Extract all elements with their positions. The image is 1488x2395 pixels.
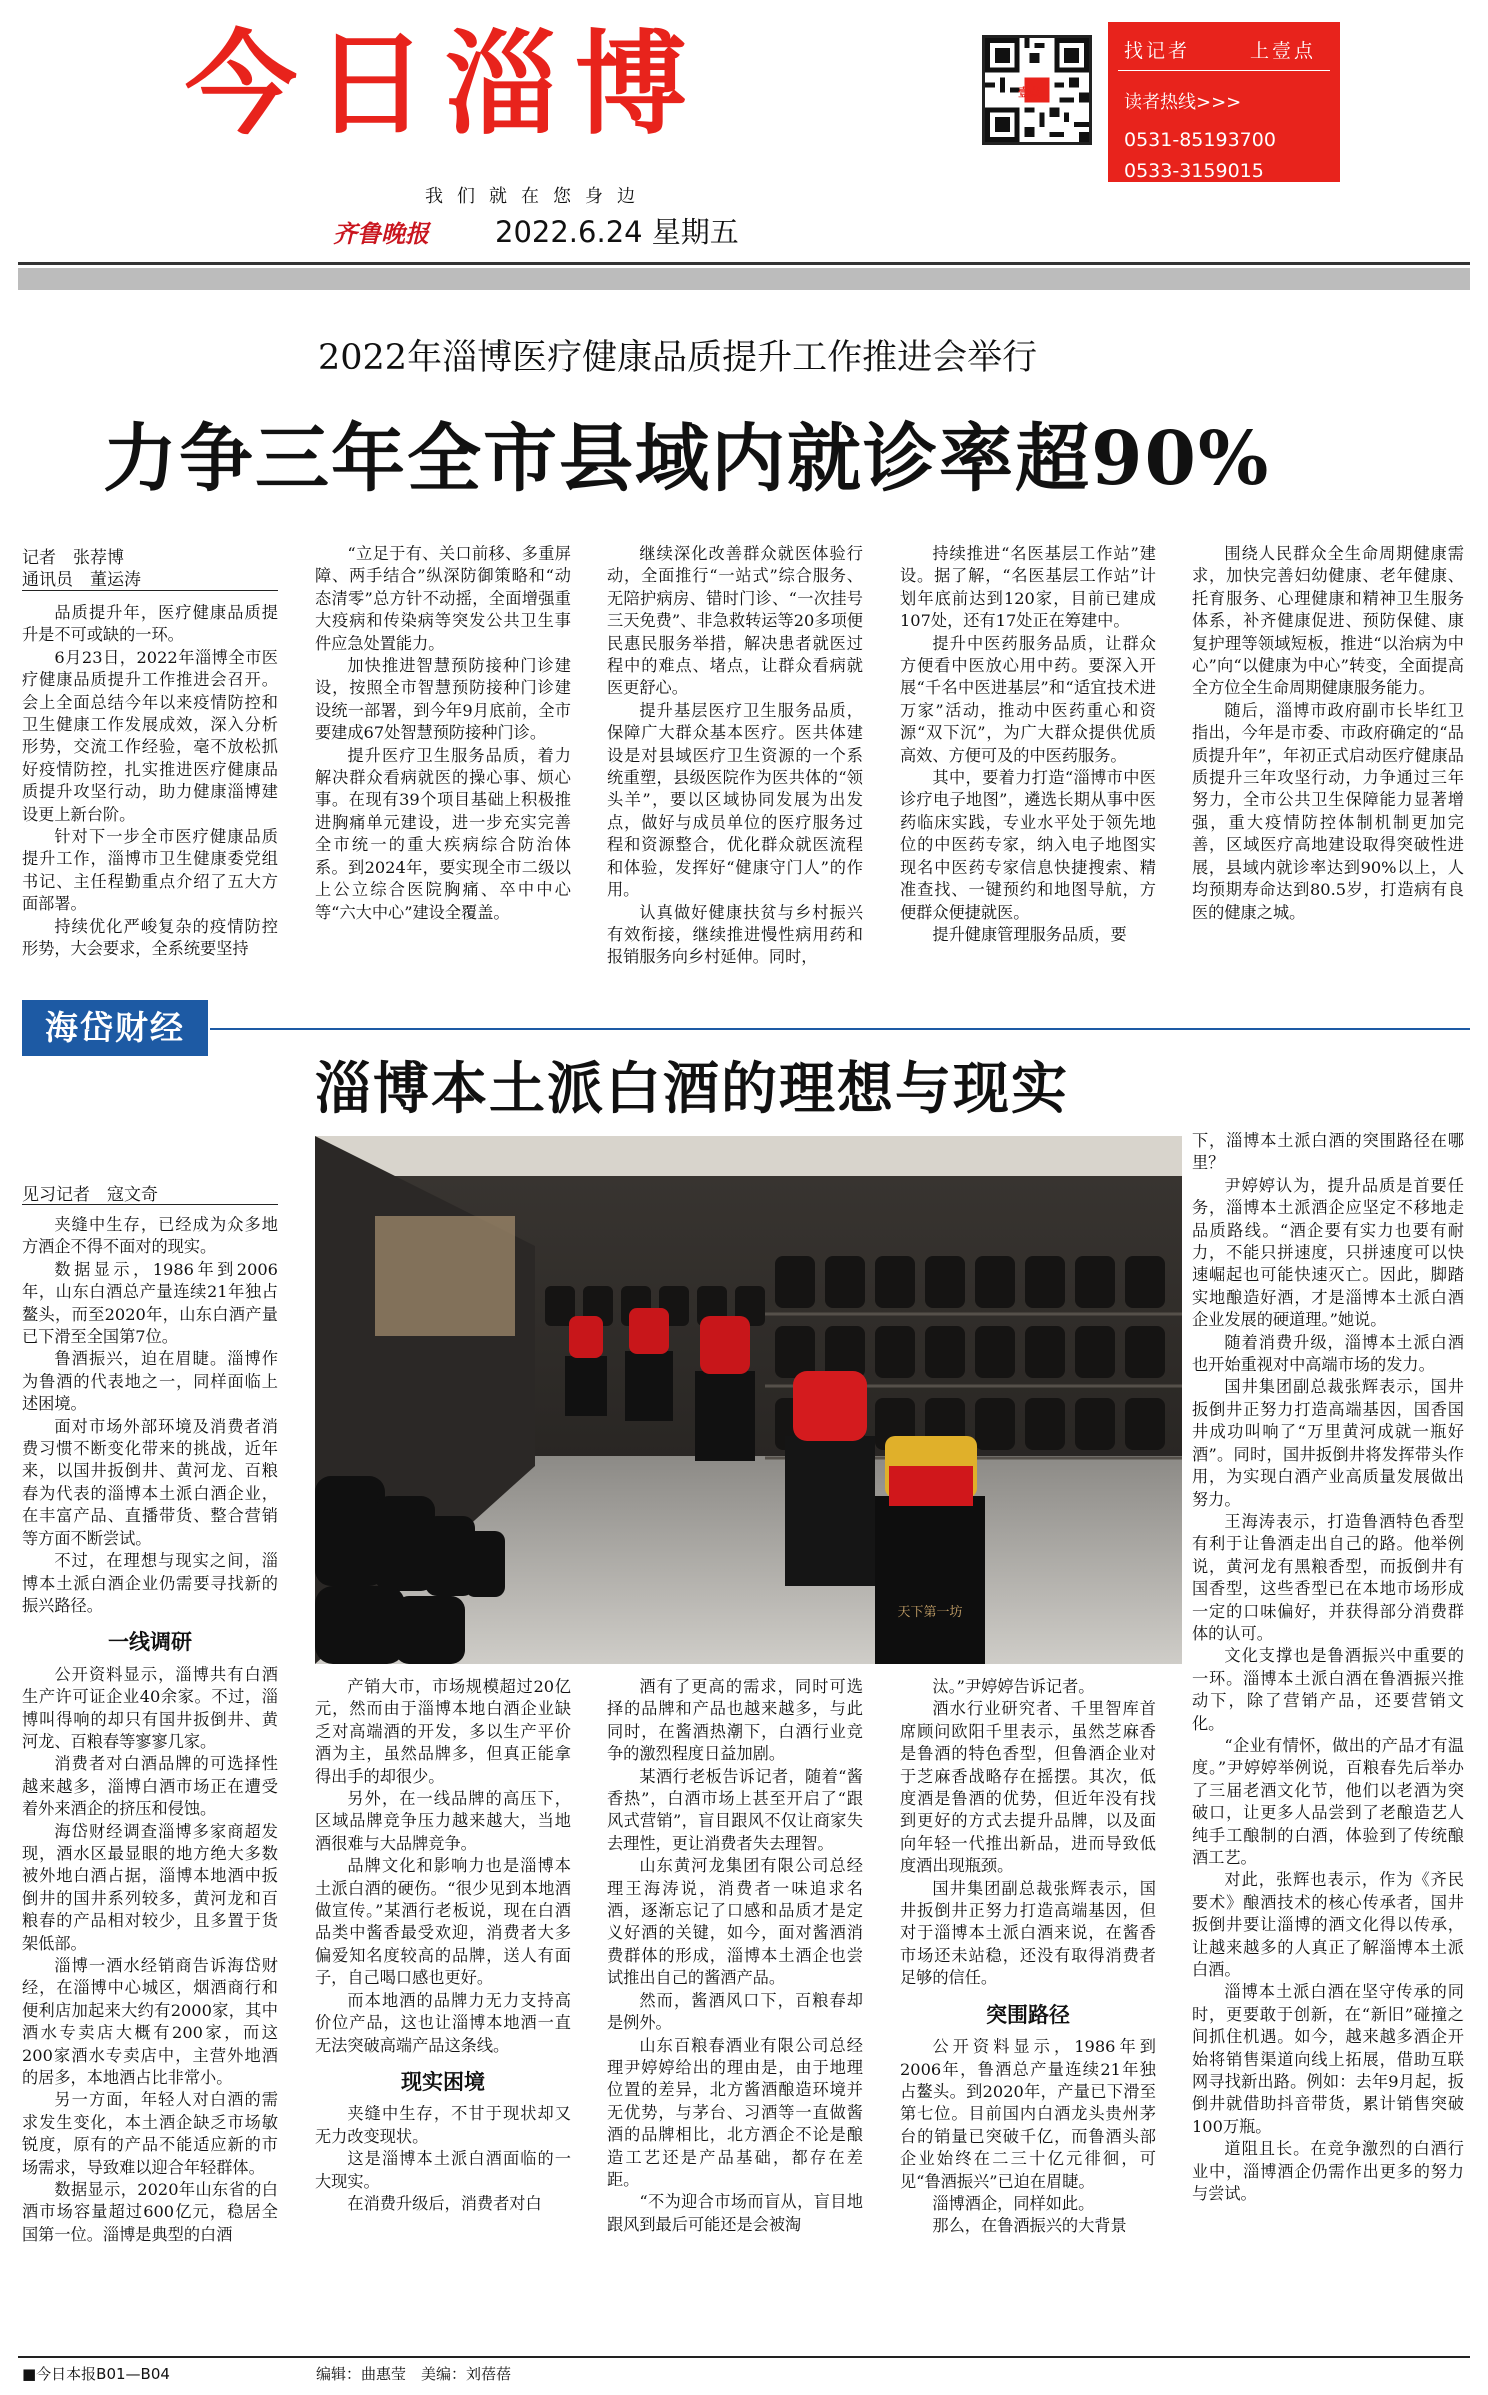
paragraph: 这是淄博本土派白酒面临的一大现实。	[315, 2149, 571, 2191]
paragraph: 鲁酒振兴，迫在眉睫。淄博作为鲁酒的代表地之一，同样面临上述困境。	[22, 1349, 278, 1414]
article1-headline: 力争三年全市县域内就诊率超90%	[103, 416, 1271, 502]
paragraph: 不过，在理想与现实之间，淄博本土派白酒企业仍需要寻找新的振兴路径。	[22, 1551, 278, 1615]
paragraph: 品质提升年，医疗健康品质提升是不可或缺的一环。	[22, 603, 278, 645]
qr-label: 壹点	[1018, 86, 1040, 99]
paragraph: 淄博酒企，同样如此。	[932, 2193, 1095, 2213]
paragraph: 夹缝中生存，已经成为众多地方酒企不得不面对的现实。	[22, 1215, 278, 1257]
byline-rule	[22, 590, 278, 591]
paragraph: “立足于有、关口前移、多重屏障、两手结合”纵深防御策略和“动态清零”总方针不动摇，全面增强重大疫病和传染病等突发公共卫生事件应急处置能力。	[315, 544, 571, 653]
paragraph: 汰。”尹婷婷告诉记者。	[932, 1677, 1095, 1696]
paragraph: 品牌文化和影响力也是淄博本土派白酒的硬伤。“很少见到本地酒做宣传。”某酒行老板说，现在白酒品类中酱香最受欢迎，消费者大多偏爱知名度较高的品牌，送人有面子，自己喝口感也更好。	[315, 1856, 571, 1988]
article2-col4	[900, 1676, 1156, 2238]
paragraph: 道阻且长。在竞争激烈的白酒行业中，淄博酒企仍需作出更多的努力与尝试。	[1192, 2139, 1464, 2204]
contact-line1a: 找记者	[1124, 40, 1191, 62]
paragraph: 然而，酱酒风口下，百粮春却是例外。	[607, 1990, 863, 2033]
paragraph: 那么，在鲁酒振兴的大背景	[932, 2216, 1127, 2236]
article2-byline: 见习记者 寇文奇	[22, 1185, 158, 1205]
paragraph: 数据显示，2020年山东省的白酒市场容量超过600亿元，稳居全国第一位。淄博是典型的白酒	[22, 2180, 278, 2244]
paragraph: 在消费升级后，消费者对白	[347, 2193, 542, 2213]
article1-byline-reporter: 记者 张荐博	[22, 548, 124, 568]
paragraph: 随后，淄博市政府副市长毕红卫指出，今年是市委、市政府确定的“品质提升年”，年初正式启动医疗健康品质提升三年攻坚行动，力争通过三年努力，全市公共卫生保障能力显著增强，重大疫情防控体制机制更加完善，区域医疗高地建设取得突破性进展，县域内就诊率达到90%以上，人均预期寿命达到80.5岁，打造病有良医的健康之城。	[1192, 700, 1464, 922]
footer-rule	[18, 2356, 1470, 2358]
paragraph: 继续深化改善群众就医体验行动，全面推行“一站式”综合服务、无陪护病房、错时门诊、“一次挂号三天免费”、非急救转运等20多项便民惠民服务举措，解决患者就医过程中的难点、堵点，让群众看病就医更舒心。	[607, 544, 863, 698]
section-tag[interactable]: 海岱财经	[22, 1000, 208, 1056]
paragraph: 认真做好健康扶贫与乡村振兴有效衔接，继续推进慢性病用药和报销服务向乡村延伸。同时，	[607, 902, 863, 967]
paragraph: 淄博一酒水经销商告诉海岱财经，在淄博中心城区，烟酒商行和便利店加起来大约有2000家，其中酒水专卖店大概有200家，而这200家酒水专卖店中，主营外地酒的居多，本地酒占比非常小。	[22, 1956, 278, 2088]
article2-col2	[315, 1676, 571, 2215]
paragraph: 针对下一步全市医疗健康品质提升工作，淄博市卫生健康委党组书记、主任程勤重点介绍了五大方面部署。	[22, 827, 278, 914]
paragraph: 提升中医药服务品质，让群众方便看中医放心用中药。要深入开展“千名中医进基层”和“适宜技术进万家”活动，推动中医药重心和资源“双下沉”，为广大群众提供优质高效、方便可及的中医药服务。	[900, 633, 1156, 765]
phone-2[interactable]: 0533-3159015	[1124, 160, 1264, 182]
paragraph: 6月23日，2022年淄博全市医疗健康品质提升工作推进会召开。会上全面总结今年以来疫情防控和卫生健康工作发展成效，深入分析形势，交流工作经验，毫不放松抓好疫情防控，扎实推进医疗健康品质提升攻坚行动，助力健康淄博建设更上新台阶。	[22, 647, 278, 824]
masthead-title: 今日淄博	[185, 20, 705, 150]
masthead-rule	[18, 262, 1470, 265]
wine-cellar-photo	[315, 1136, 1182, 1664]
section-rule	[210, 1028, 1470, 1030]
paragraph: 淄博本土派白酒在坚守传承的同时，更要敢于创新，在“新旧”碰撞之间抓住机遇。如今，越来越多酒企开始将销售渠道向线上拓展，借助互联网寻找新出路。例如：去年9月起，扳倒井就借助抖音带货，累计销售突破100万瓶。	[1192, 1982, 1464, 2136]
paragraph: 提升基层医疗卫生服务品质，保障广大群众基本医疗。医共体建设是对县域医疗卫生资源的一个系统重塑，县级医院作为医共体的“领头羊”，要以区域协同发展为出发点，做好与成员单位的医疗服务过程和资源整合，优化群众就医流程和体验，发挥好“健康守门人”的作用。	[607, 700, 863, 900]
article1-col3	[607, 543, 863, 969]
article2-headline: 淄博本土派白酒的理想与现实	[315, 1056, 1069, 1122]
footer-pages: ■今日本报B01—B04	[22, 2365, 170, 2383]
masthead-slogan: 我们就在您身边	[425, 186, 649, 207]
article1-col4	[900, 543, 1156, 946]
paragraph: 公开资料显示，1986年到2006年，鲁酒总产量连续21年独占鳌头。到2020年，产量已下滑至第七位。目前国内白酒龙头贵州茅台的销量已突破千亿，而鲁酒头部企业始终在二三十亿元徘徊，可见“鲁酒振兴”已迫在眉睫。	[900, 2037, 1156, 2191]
paragraph: 数据显示，1986年到2006年，山东白酒总产量连续21年独占鳌头，而至2020年，山东白酒产量已下滑至全国第7位。	[22, 1259, 278, 1347]
paragraph: 持续优化严峻复杂的疫情防控形势，大会要求，全系统要坚持	[22, 916, 278, 959]
paragraph: 提升医疗卫生服务品质，着力解决群众看病就医的操心事、烦心事。在现有39个项目基础上积极推进胸痛单元建设，进一步充实完善全市统一的重大疾病综合防治体系。到2024年，要实现全市二级以上公立综合医院胸痛、卒中中心等“六大中心”建设全覆盖。	[315, 745, 571, 922]
paragraph: 文化支撑也是鲁酒振兴中重要的一环。淄博本土派白酒在鲁酒振兴推动下，除了营销产品，还要营销文化。	[1192, 1646, 1464, 1733]
paper-name: 齐鲁晚报	[333, 219, 429, 248]
paragraph: 尹婷婷认为，提升品质是首要任务，淄博本土派酒企应坚定不移地走品质路线。“酒企要有实力也要有耐力，不能只拼速度，只拼速度可以快速崛起也可能快速灭亡。因此，脚踏实地酿造好酒，才是淄博本土派白酒企业发展的硬道理。”她说。	[1192, 1175, 1464, 1330]
article1-kicker: 2022年淄博医疗健康品质提升工作推进会举行	[318, 338, 1038, 378]
paragraph: 围绕人民群众全生命周期健康需求，加快完善妇幼健康、老年健康、托育服务、心理健康和精神卫生服务体系，补齐健康促进、预防保健、康复护理等领域短板，推进“以治病为中心”向“以健康为中心”转变，全面提高全方位全生命周期健康服务能力。	[1192, 544, 1464, 698]
paragraph: 酒水行业研究者、千里智库首席顾问欧阳千里表示，虽然芝麻香是鲁酒的特色香型，但鲁酒企业对于芝麻香战略存在摇摆。其次，低度酒是鲁酒的优势，但近年没有找到更好的方式去提升品牌，以及面向年轻一代推出新品，进而导致低度酒出现瓶颈。	[900, 1699, 1156, 1876]
phone-1[interactable]: 0531-85193700	[1124, 129, 1276, 151]
subheading: 现实困境	[401, 2068, 485, 2094]
masthead-band	[18, 268, 1470, 290]
paragraph: 国井集团副总裁张辉表示，国井扳倒井正努力打造高端基因，但对于淄博本土派白酒来说，在酱香市场还未站稳，还没有取得消费者足够的信任。	[900, 1878, 1156, 1988]
reader-hotline-box	[1108, 22, 1340, 182]
bottle-label: 天下第一坊	[897, 1605, 963, 1620]
paragraph: “企业有情怀，做出的产品才有温度。”尹婷婷举例说，百粮春先后举办了三届老酒文化节，他们以老酒为突破口，让更多人品尝到了老酿造艺人纯手工酿制的白酒，体验到了传统酿酒工艺。	[1192, 1735, 1464, 1867]
paragraph: 某酒行老板告诉记者，随着“酱香热”，白酒市场上甚至开启了“跟风式营销”，盲目跟风不仅让商家失去理性，更让消费者失去理智。	[607, 1766, 863, 1853]
article1-col2	[315, 543, 571, 924]
paragraph: 随着消费升级，淄博本土派白酒也开始重视对中高端市场的发力。	[1192, 1332, 1464, 1375]
byline-rule	[22, 1204, 278, 1205]
contact-divider	[1118, 70, 1330, 71]
paragraph: 另外，在一线品牌的高压下，区域品牌竞争压力越来越大，当地酒很难与大品牌竞争。	[315, 1789, 571, 1853]
paragraph: 海岱财经调查淄博多家商超发现，酒水区最显眼的地方绝大多数被外地白酒占据，淄博本地酒中扳倒井的国井系列较多，黄河龙和百粮春的产品相对较少，且多置于货架低部。	[22, 1821, 278, 1953]
paragraph: 山东百粮春酒业有限公司总经理尹婷婷给出的理由是，由于地理位置的差异，北方酱酒酿造环境并无优势，与茅台、习酒等一直做酱酒的品牌相比，北方酒企不论是酿造工艺还是产品基础，都存在差距。	[607, 2035, 863, 2189]
article2-col3	[607, 1676, 863, 2236]
paragraph: 消费者对白酒品牌的可选择性越来越多，淄博白酒市场正在遭受着外来酒企的挤压和侵蚀。	[22, 1754, 278, 1819]
subheading: 一线调研	[108, 1629, 192, 1655]
paragraph: 持续推进“名医基层工作站”建设。据了解，“名医基层工作站”计划年底前达到120家，目前已建成107处，还有17处正在筹建中。	[900, 544, 1156, 631]
paragraph: 公开资料显示，淄博共有白酒生产许可证企业40余家。不过，淄博叫得响的却只有国井扳倒井、黄河龙、百粮春等寥寥几家。	[22, 1664, 278, 1751]
paragraph: 而本地酒的品牌力无力支持高价位产品，这也让淄博本地酒一直无法突破高端产品这条线。	[315, 1990, 571, 2055]
paragraph: “不为迎合市场而盲从，盲目地跟风到最后可能还是会被淘	[607, 2192, 863, 2234]
paragraph: 对此，张辉也表示，作为《齐民要术》酿酒技术的核心传承者，国井扳倒井要让淄博的酒文化得以传承，让越来越多的人真正了解淄博本土派白酒。	[1192, 1870, 1464, 1980]
paragraph: 夹缝中生存，不甘于现状却又无力改变现状。	[315, 2104, 571, 2146]
paragraph: 下，淄博本土派白酒的突围路径在哪里？	[1192, 1131, 1464, 1173]
paragraph: 酒有了更高的需求，同时可选择的品牌和产品也越来越多，与此同时，在酱酒热潮下，白酒行业竞争的激烈程度日益加剧。	[607, 1677, 863, 1764]
article1-col5	[1192, 543, 1464, 924]
paragraph: 另一方面，年轻人对白酒的需求发生变化，本土酒企缺乏市场敏锐度，原有的产品不能适应新的市场需求，导致难以迎合年轻群体。	[22, 2090, 278, 2177]
paragraph: 提升健康管理服务品质，要	[932, 924, 1127, 944]
paragraph: 国井集团副总裁张辉表示，国井扳倒井正努力打造高端基因，国香国井成功叫响了“万里黄河成就一瓶好酒”。同时，国井扳倒井将发挥带头作用，为实现白酒产业高质量发展做出努力。	[1192, 1377, 1464, 1509]
hotline-label: 读者热线>>>	[1124, 92, 1242, 113]
paragraph: 山东黄河龙集团有限公司总经理王海涛说，消费者一味追求名酒，逐渐忘记了口感和品质才是定义好酒的关键，如今，面对酱酒消费群体的形成，淄博本土酒企也尝试推出自己的酱酒产品。	[607, 1856, 863, 1988]
issue-date: 2022.6.24 星期五	[495, 215, 739, 249]
paragraph: 加快推进智慧预防接种门诊建设，按照全市智慧预防接种门诊建设统一部署，到今年9月底前，全市要建成67处智慧预防接种门诊。	[315, 656, 571, 743]
article1-col1	[22, 602, 278, 961]
article1-byline-correspondent: 通讯员 董运涛	[22, 570, 141, 590]
paragraph: 其中，要着力打造“淄博市中医诊疗电子地图”，遴选长期从事中医药临床实践，专业水平处于领先地位的中医药专家，纳入电子地图实现名中医药专家信息快捷搜索、精准查找、一键预约和地图导航，方便群众便捷就医。	[900, 768, 1156, 922]
contact-line1b: 上壹点	[1250, 40, 1317, 62]
paragraph: 王海涛表示，打造鲁酒特色香型有利于让鲁酒走出自己的路。他举例说，黄河龙有黑粮香型，而扳倒井有国香型，这些香型已在本地市场形成一定的口味偏好，并获得部分消费群体的认可。	[1192, 1511, 1464, 1643]
paragraph: 产销大市，市场规模超过20亿元，然而由于淄博本地白酒企业缺乏对高端酒的开发，多以生产平价酒为主，虽然品牌多，但真正能拿得出手的却很少。	[315, 1677, 571, 1786]
footer-editors: 编辑：曲惠莹 美编：刘蓓蓓	[316, 2365, 512, 2383]
subheading: 突围路径	[986, 2001, 1070, 2027]
article2-col1	[22, 1214, 278, 2246]
article2-col5	[1192, 1130, 1464, 2206]
paragraph: 面对市场外部环境及消费者消费习惯不断变化带来的挑战，近年来，以国井扳倒井、黄河龙、百粮春为代表的淄博本土派白酒企业，在丰富产品、直播带货、整合营销等方面不断尝试。	[22, 1416, 278, 1548]
